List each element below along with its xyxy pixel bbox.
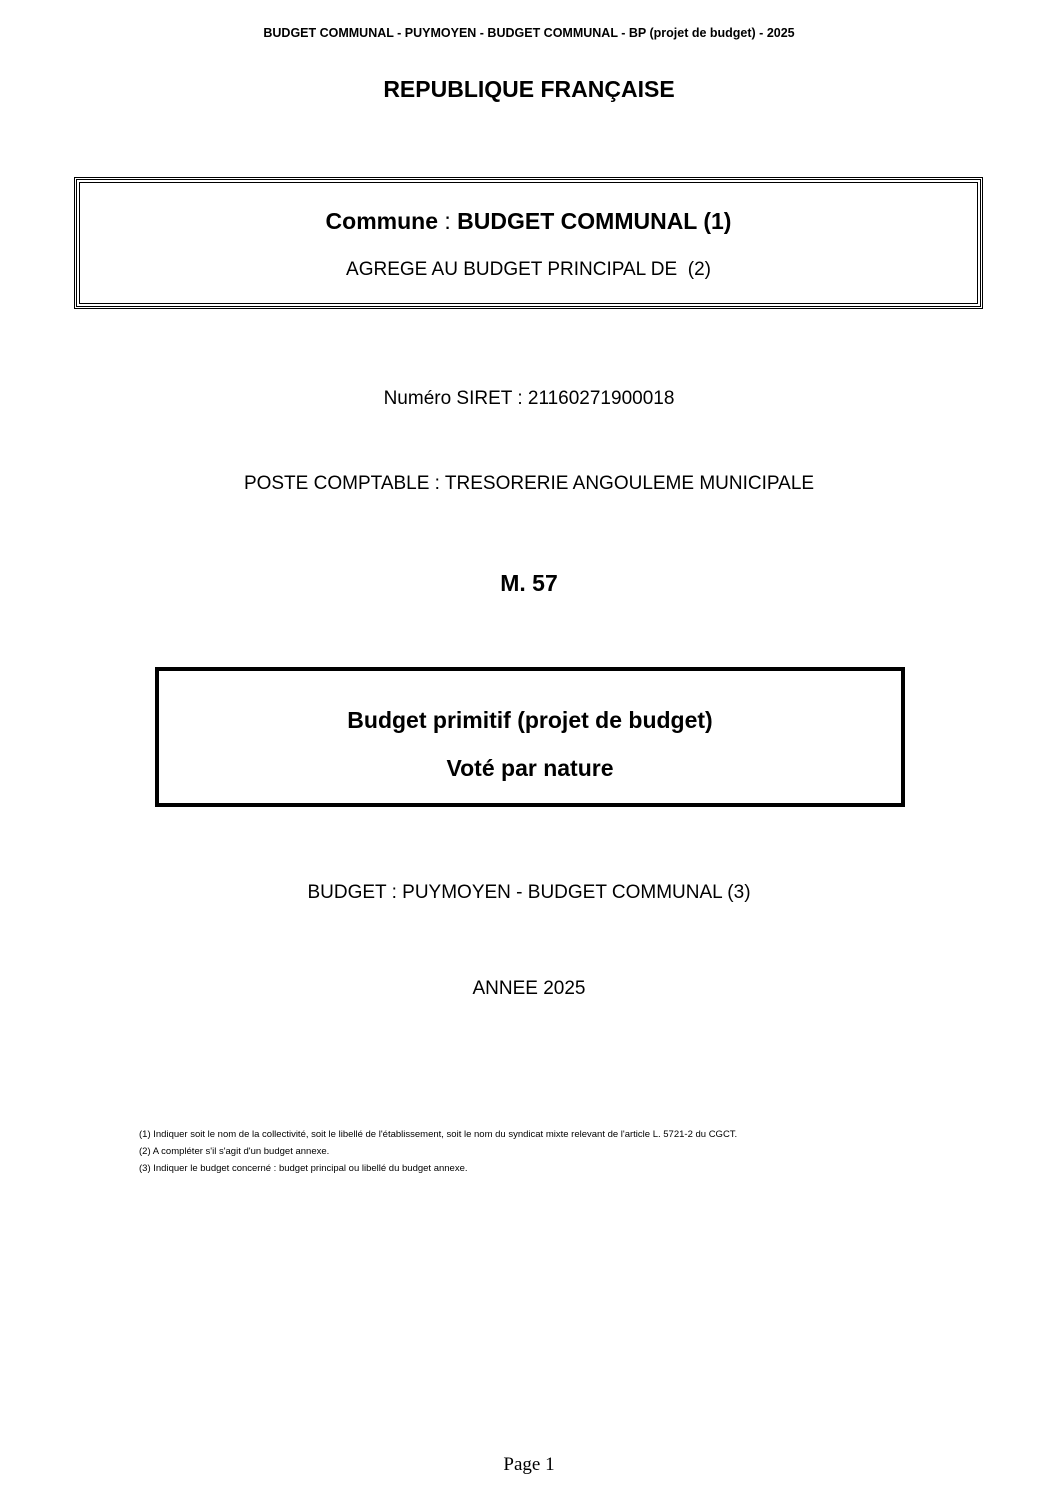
commune-value: BUDGET COMMUNAL (1) — [457, 208, 732, 234]
nomenclature: M. 57 — [500, 570, 558, 596]
commune-title — [77, 208, 980, 235]
commune-subtitle: AGREGE AU BUDGET PRINCIPAL DE (2) — [346, 259, 711, 280]
commune-box — [74, 177, 983, 309]
document-header: BUDGET COMMUNAL - PUYMOYEN - BUDGET COMMUNAL - BP (projet de budget) - 2025 — [263, 26, 795, 40]
footnote-3: (3) Indiquer le budget concerné : budget principal ou libellé du budget annexe. — [139, 1163, 468, 1174]
footnotes — [139, 1126, 737, 1177]
commune-box-inner-border — [79, 182, 978, 304]
budget-year: ANNEE 2025 — [472, 978, 586, 999]
budget-type-line1: Budget primitif (projet de budget) — [347, 707, 713, 733]
poste-comptable: POSTE COMPTABLE : TRESORERIE ANGOULEME MUNICIPALE — [243, 473, 815, 494]
country-title: REPUBLIQUE FRANÇAISE — [383, 76, 675, 102]
siret-number: Numéro SIRET : 21160271900018 — [383, 388, 675, 409]
commune-label: Commune — [325, 208, 438, 234]
page-number: Page 1 — [503, 1454, 555, 1475]
budget-type-box — [155, 667, 905, 807]
budget-type-line2: Voté par nature — [446, 755, 614, 781]
commune-separator: : — [437, 208, 458, 234]
footnote-1: (1) Indiquer soit le nom de la collectivité, soit le libellé de l'établissement, soit le nom du syndicat mixte relevant de l'article L. 5721-2 du CGCT. — [139, 1129, 738, 1140]
footnote-2: (2) A compléter s'il s'agit d'un budget annexe. — [139, 1146, 330, 1157]
budget-name: BUDGET : PUYMOYEN - BUDGET COMMUNAL (3) — [307, 882, 751, 903]
